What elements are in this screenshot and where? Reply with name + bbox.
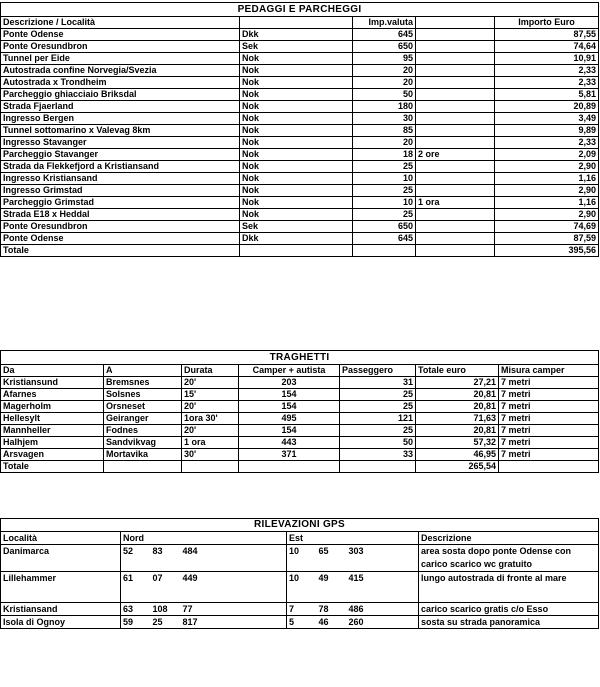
table-cell: 154: [239, 425, 340, 437]
table-cell: 371: [239, 449, 340, 461]
table-cell: [416, 101, 495, 113]
table-row: [1, 173, 599, 185]
empty-cell: [416, 245, 495, 257]
table-cell: Bremsnes: [104, 377, 182, 389]
table-row: [1, 437, 599, 449]
total-label: Totale: [1, 245, 240, 257]
table-cell: 25: [340, 389, 416, 401]
table-cell: Halhjem: [1, 437, 104, 449]
table-cell: 645: [353, 29, 416, 41]
table-cell: Nok: [240, 113, 353, 125]
table-cell: [416, 233, 495, 245]
table-row: [1, 197, 599, 209]
table-cell: 20': [182, 425, 239, 437]
ferries-title: TRAGHETTI: [1, 351, 599, 365]
table-cell: 20,81: [416, 425, 499, 437]
table-cell: 20': [182, 401, 239, 413]
ferries-header-row: [1, 365, 599, 377]
table-cell: Nok: [240, 101, 353, 113]
table-row: [1, 603, 599, 616]
column-header: Importo Euro: [495, 17, 599, 29]
table-row: [1, 77, 599, 89]
table-cell: 650: [353, 41, 416, 53]
east-coordinate: 303: [347, 545, 419, 572]
column-header: Totale euro: [416, 365, 499, 377]
table-cell: Autostrada confine Norvegia/Svezia: [1, 65, 240, 77]
table-cell: 154: [239, 389, 340, 401]
table-cell: [416, 53, 495, 65]
empty-cell: [499, 461, 599, 473]
table-cell: Nok: [240, 149, 353, 161]
east-coordinate: 65: [317, 545, 347, 572]
table-cell: 1ora 30': [182, 413, 239, 425]
table-cell: Ingresso Stavanger: [1, 137, 240, 149]
table-cell: Arsvagen: [1, 449, 104, 461]
table-cell: [416, 41, 495, 53]
location-cell: Kristiansand: [1, 603, 121, 616]
table-row: [1, 209, 599, 221]
table-cell: Mannheller: [1, 425, 104, 437]
east-coordinate: 415: [347, 572, 419, 603]
total-value: 395,56: [495, 245, 599, 257]
table-cell: Sek: [240, 221, 353, 233]
north-coordinate: 108: [151, 603, 181, 616]
table-cell: Ingresso Grimstad: [1, 185, 240, 197]
tolls-table: [0, 2, 599, 257]
table-row: [1, 233, 599, 245]
table-cell: 30': [182, 449, 239, 461]
table-cell: Orsneset: [104, 401, 182, 413]
description-cell: area sosta dopo ponte Odense con carico scarico wc gratuito: [419, 545, 599, 572]
table-cell: Parcheggio ghiacciaio Briksdal: [1, 89, 240, 101]
north-coordinate: 07: [151, 572, 181, 603]
table-cell: Parcheggio Grimstad: [1, 197, 240, 209]
table-cell: 87,55: [495, 29, 599, 41]
table-cell: 71,63: [416, 413, 499, 425]
table-cell: 2,33: [495, 77, 599, 89]
description-cell: lungo autostrada di fronte al mare: [419, 572, 599, 603]
table-cell: 1 ora: [416, 197, 495, 209]
table-cell: 1 ora: [182, 437, 239, 449]
table-cell: [416, 77, 495, 89]
table-cell: 18: [353, 149, 416, 161]
table-cell: 25: [353, 185, 416, 197]
column-header: Descrizione: [419, 532, 599, 545]
table-cell: 10,91: [495, 53, 599, 65]
empty-cell: [340, 461, 416, 473]
table-row: [1, 389, 599, 401]
table-cell: 46,95: [416, 449, 499, 461]
table-cell: Nok: [240, 173, 353, 185]
table-cell: Solsnes: [104, 389, 182, 401]
table-cell: [416, 173, 495, 185]
north-coordinate: 484: [181, 545, 287, 572]
table-cell: Parcheggio Stavanger: [1, 149, 240, 161]
table-cell: 7 metri: [499, 377, 599, 389]
table-cell: 443: [239, 437, 340, 449]
location-cell: Lillehammer: [1, 572, 121, 603]
north-coordinate: 83: [151, 545, 181, 572]
east-coordinate: 5: [287, 616, 317, 629]
column-header: Nord: [121, 532, 287, 545]
empty-cell: [182, 461, 239, 473]
table-cell: 20: [353, 65, 416, 77]
table-cell: [416, 137, 495, 149]
east-coordinate: 78: [317, 603, 347, 616]
table-cell: 10: [353, 173, 416, 185]
table-cell: 1,16: [495, 173, 599, 185]
table-cell: [416, 221, 495, 233]
table-row: [1, 41, 599, 53]
table-cell: [416, 29, 495, 41]
table-cell: Tunnel sottomarino x Valevag 8km: [1, 125, 240, 137]
table-row: [1, 377, 599, 389]
table-cell: Dkk: [240, 233, 353, 245]
table-cell: Nok: [240, 89, 353, 101]
table-row: [1, 221, 599, 233]
table-cell: Nok: [240, 125, 353, 137]
gps-header-row: [1, 532, 599, 545]
table-cell: 20': [182, 377, 239, 389]
table-cell: [416, 125, 495, 137]
table-cell: Magerholm: [1, 401, 104, 413]
east-coordinate: 49: [317, 572, 347, 603]
column-header: Da: [1, 365, 104, 377]
empty-cell: [353, 245, 416, 257]
table-row: [1, 137, 599, 149]
table-cell: Ponte Oresundbron: [1, 221, 240, 233]
table-row: [1, 449, 599, 461]
table-cell: 20,89: [495, 101, 599, 113]
table-cell: 203: [239, 377, 340, 389]
table-cell: Nok: [240, 77, 353, 89]
table-row: [1, 113, 599, 125]
table-cell: Strada Fjaerland: [1, 101, 240, 113]
table-cell: 25: [353, 161, 416, 173]
table-cell: 2,33: [495, 65, 599, 77]
table-cell: 7 metri: [499, 389, 599, 401]
table-cell: 85: [353, 125, 416, 137]
table-cell: 121: [340, 413, 416, 425]
table-cell: Nok: [240, 197, 353, 209]
empty-cell: [240, 245, 353, 257]
table-cell: 2,09: [495, 149, 599, 161]
table-cell: 5,81: [495, 89, 599, 101]
table-cell: 10: [353, 197, 416, 209]
table-cell: 20: [353, 77, 416, 89]
table-cell: 2,33: [495, 137, 599, 149]
table-cell: 2,90: [495, 161, 599, 173]
table-cell: Nok: [240, 185, 353, 197]
table-row: [1, 425, 599, 437]
total-row: [1, 245, 599, 257]
gps-title: RILEVAZIONI GPS: [1, 519, 599, 532]
north-coordinate: 25: [151, 616, 181, 629]
table-cell: Ponte Odense: [1, 29, 240, 41]
table-cell: 25: [353, 209, 416, 221]
column-header: Località: [1, 532, 121, 545]
column-header: Misura camper: [499, 365, 599, 377]
total-label: Totale: [1, 461, 104, 473]
table-row: [1, 616, 599, 629]
table-cell: Autostrada x Trondheim: [1, 77, 240, 89]
east-coordinate: 260: [347, 616, 419, 629]
column-header: [240, 17, 353, 29]
table-row: [1, 572, 599, 603]
table-cell: 3,49: [495, 113, 599, 125]
location-cell: Danimarca: [1, 545, 121, 572]
table-cell: 7 metri: [499, 449, 599, 461]
column-header: Est: [287, 532, 419, 545]
table-cell: Nok: [240, 65, 353, 77]
north-coordinate: 449: [181, 572, 287, 603]
table-cell: 95: [353, 53, 416, 65]
location-cell: Isola di Ognoy: [1, 616, 121, 629]
table-row: [1, 401, 599, 413]
east-coordinate: 7: [287, 603, 317, 616]
table-cell: 30: [353, 113, 416, 125]
tolls-header-row: [1, 17, 599, 29]
column-header: Durata: [182, 365, 239, 377]
empty-cell: [104, 461, 182, 473]
table-cell: Mortavika: [104, 449, 182, 461]
table-row: [1, 101, 599, 113]
table-row: [1, 185, 599, 197]
table-row: [1, 65, 599, 77]
table-row: [1, 413, 599, 425]
table-cell: Dkk: [240, 29, 353, 41]
table-cell: 154: [239, 401, 340, 413]
table-cell: 2,90: [495, 209, 599, 221]
table-cell: Ponte Oresundbron: [1, 41, 240, 53]
table-cell: Afarnes: [1, 389, 104, 401]
table-cell: Hellesylt: [1, 413, 104, 425]
empty-cell: [239, 461, 340, 473]
table-cell: 20,81: [416, 389, 499, 401]
table-cell: [416, 161, 495, 173]
description-cell: sosta su strada panoramica: [419, 616, 599, 629]
table-cell: 27,21: [416, 377, 499, 389]
table-cell: [416, 89, 495, 101]
table-cell: Nok: [240, 209, 353, 221]
description-cell: carico scarico gratis c/o Esso: [419, 603, 599, 616]
table-cell: [416, 185, 495, 197]
table-cell: 33: [340, 449, 416, 461]
column-header: Passeggero: [340, 365, 416, 377]
north-coordinate: 52: [121, 545, 151, 572]
east-coordinate: 10: [287, 545, 317, 572]
table-cell: 25: [340, 425, 416, 437]
table-cell: [416, 113, 495, 125]
table-cell: Ingresso Bergen: [1, 113, 240, 125]
table-cell: 9,89: [495, 125, 599, 137]
gps-table: [0, 518, 599, 629]
column-header: Camper + autista: [239, 365, 340, 377]
total-row: [1, 461, 599, 473]
table-cell: 20,81: [416, 401, 499, 413]
table-cell: 87,59: [495, 233, 599, 245]
table-cell: 1,16: [495, 197, 599, 209]
table-row: [1, 89, 599, 101]
north-coordinate: 61: [121, 572, 151, 603]
table-cell: 50: [353, 89, 416, 101]
table-cell: 74,64: [495, 41, 599, 53]
table-cell: 650: [353, 221, 416, 233]
table-cell: Tunnel per Eide: [1, 53, 240, 65]
table-cell: 7 metri: [499, 437, 599, 449]
table-cell: Geiranger: [104, 413, 182, 425]
table-cell: Strada da Flekkefjord a Kristiansand: [1, 161, 240, 173]
table-cell: Nok: [240, 161, 353, 173]
table-cell: 495: [239, 413, 340, 425]
table-cell: Fodnes: [104, 425, 182, 437]
table-row: [1, 125, 599, 137]
table-cell: Ponte Odense: [1, 233, 240, 245]
column-header: [416, 17, 495, 29]
table-row: [1, 545, 599, 572]
table-cell: [416, 209, 495, 221]
table-cell: 50: [340, 437, 416, 449]
table-cell: 7 metri: [499, 401, 599, 413]
table-cell: 2,90: [495, 185, 599, 197]
table-cell: 645: [353, 233, 416, 245]
table-cell: 180: [353, 101, 416, 113]
north-coordinate: 63: [121, 603, 151, 616]
table-cell: Strada E18 x Heddal: [1, 209, 240, 221]
table-cell: 7 metri: [499, 425, 599, 437]
table-cell: 2 ore: [416, 149, 495, 161]
table-cell: Nok: [240, 137, 353, 149]
table-cell: Ingresso Kristiansand: [1, 173, 240, 185]
column-header: Descrizione / Località: [1, 17, 240, 29]
east-coordinate: 10: [287, 572, 317, 603]
table-cell: 20: [353, 137, 416, 149]
total-value: 265,54: [416, 461, 499, 473]
table-cell: 57,32: [416, 437, 499, 449]
table-cell: Sek: [240, 41, 353, 53]
north-coordinate: 817: [181, 616, 287, 629]
ferries-table: [0, 350, 599, 473]
east-coordinate: 46: [317, 616, 347, 629]
table-row: [1, 161, 599, 173]
table-row: [1, 29, 599, 41]
table-cell: [416, 65, 495, 77]
table-cell: Kristiansund: [1, 377, 104, 389]
table-cell: 31: [340, 377, 416, 389]
table-row: [1, 53, 599, 65]
east-coordinate: 486: [347, 603, 419, 616]
column-header: A: [104, 365, 182, 377]
north-coordinate: 77: [181, 603, 287, 616]
north-coordinate: 59: [121, 616, 151, 629]
table-cell: Sandvikvag: [104, 437, 182, 449]
column-header: Imp.valuta: [353, 17, 416, 29]
tolls-title: PEDAGGI E PARCHEGGI: [1, 3, 599, 17]
table-row: [1, 149, 599, 161]
table-cell: 7 metri: [499, 413, 599, 425]
table-cell: 25: [340, 401, 416, 413]
table-cell: 15': [182, 389, 239, 401]
table-cell: 74,69: [495, 221, 599, 233]
table-cell: Nok: [240, 53, 353, 65]
